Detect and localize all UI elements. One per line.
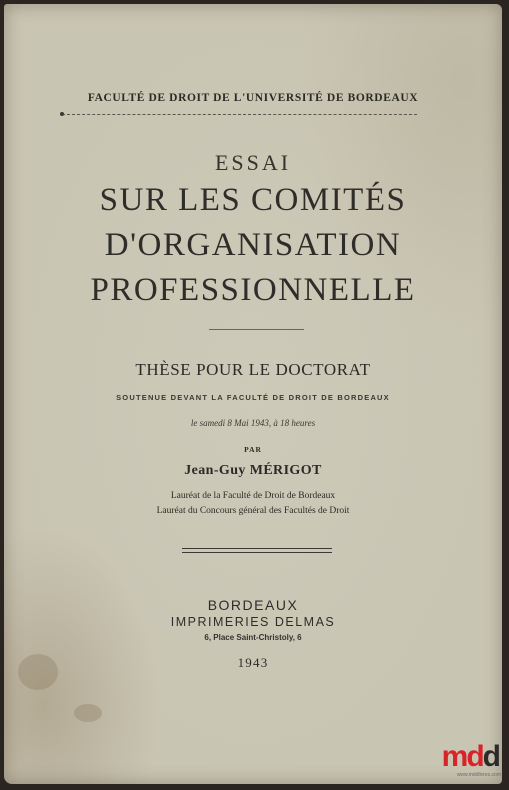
header-rule <box>62 114 417 115</box>
author-name: Jean-Guy MÉRIGOT <box>184 463 322 478</box>
publisher-city: BORDEAUX <box>207 597 299 613</box>
author-honor-1: Lauréat de la Faculté de Droit de Bordeaux <box>170 491 336 501</box>
publisher-name: IMPRIMERIES DELMAS <box>170 615 336 629</box>
double-rule <box>182 548 332 553</box>
logo-red-letters: md <box>441 740 483 773</box>
faculty-header: FACULTÉ DE DROIT DE L'UNIVERSITÉ DE BORDEAUX <box>87 92 419 104</box>
defended-before: SOUTENUE DEVANT LA FACULTÉ DE DROIT DE BORDEAUX <box>116 393 390 402</box>
thesis-heading: THÈSE POUR LE DOCTORAT <box>135 360 371 379</box>
logo-dark-letter: d <box>482 740 499 773</box>
publication-year: 1943 <box>237 655 269 670</box>
essai-heading: ESSAI <box>214 150 292 175</box>
author-honor-2: Lauréat du Concours général des Facultés de Droit <box>156 506 350 516</box>
title-line-1: SUR LES COMITÉS <box>99 182 407 218</box>
title-divider <box>209 329 304 330</box>
watermark-logo <box>435 742 505 782</box>
defense-date: le samedi 8 Mai 1943, à 18 heures <box>190 418 316 428</box>
paper-stain <box>74 704 102 722</box>
book-cover <box>4 4 502 784</box>
by-label: PAR <box>244 445 262 454</box>
rule-dot <box>60 112 64 116</box>
title-line-3: PROFESSIONNELLE <box>90 272 416 308</box>
title-line-2: D'ORGANISATION <box>104 227 402 263</box>
watermark-url: www.mddlivres.com <box>456 772 501 778</box>
mdd-logo-icon <box>442 742 499 772</box>
publisher-address: 6, Place Saint-Christoly, 6 <box>204 633 302 642</box>
